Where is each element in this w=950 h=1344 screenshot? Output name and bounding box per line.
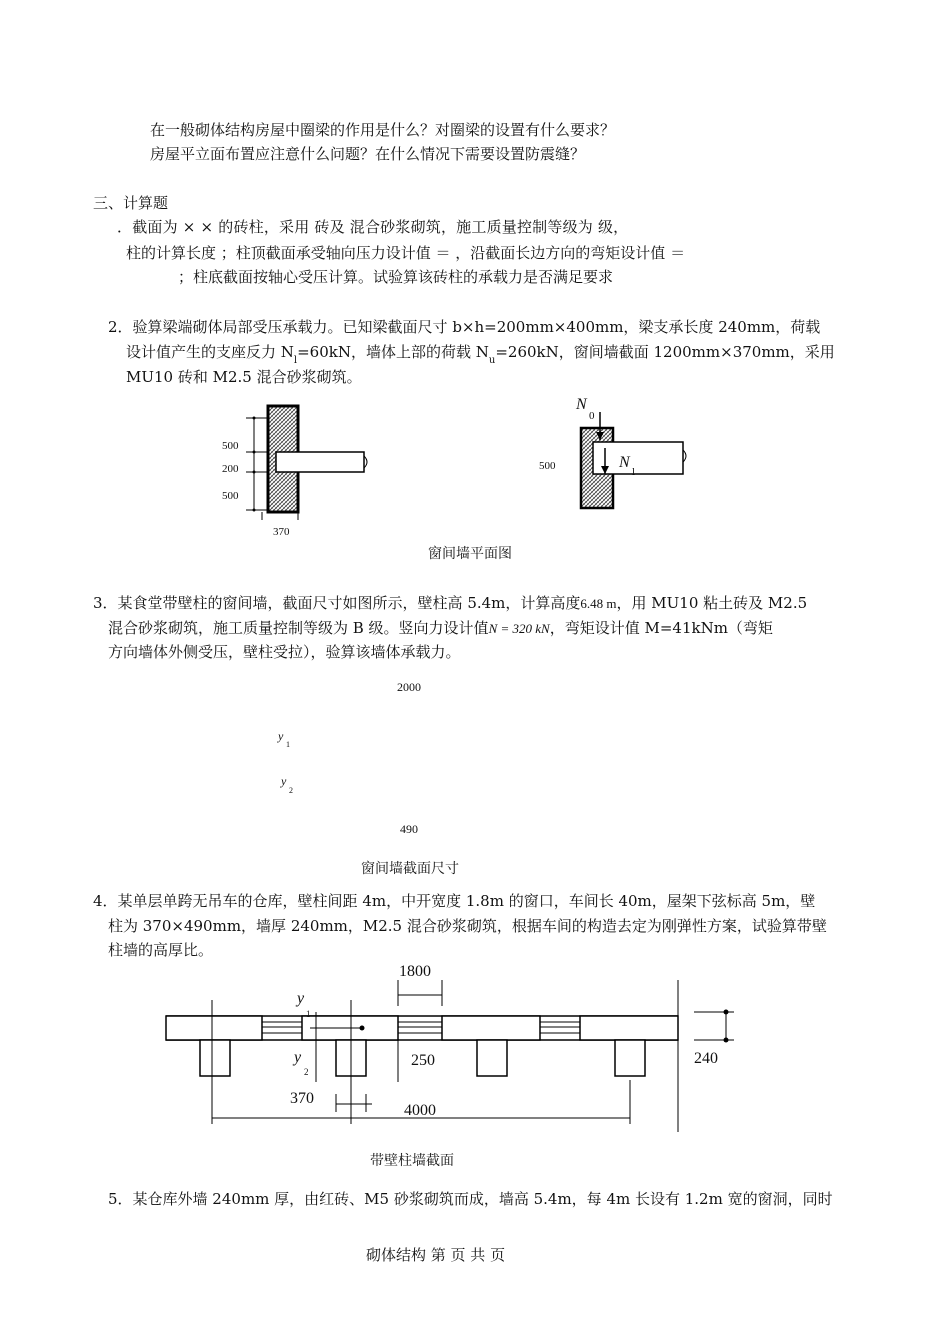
figure-caption: 窗间墙截面尺寸	[361, 861, 459, 877]
section-heading: 三、计算题	[93, 194, 169, 212]
subscript: 2	[304, 1067, 309, 1077]
formula: N = 320 kN	[488, 621, 550, 636]
dimension-label: 240	[694, 1050, 718, 1067]
dimension-label: 1800	[399, 963, 431, 980]
symbol: N	[619, 454, 630, 471]
subscript: 0	[589, 410, 595, 422]
dimension-label: 500	[222, 490, 239, 502]
page-footer: 砌体结构 第 页 共 页	[366, 1246, 506, 1264]
text-run: 混合砂浆砌筑，施工质量控制等级为 B 级。竖向力设计值	[108, 619, 489, 637]
axis-label-y1: y	[297, 990, 305, 1007]
dimension-label: 200	[222, 463, 239, 475]
axis-label-y2: y	[294, 1049, 302, 1066]
problem-1-line: 柱的计算长度 ；柱顶截面承受轴向压力设计值 ＝ ，沿截面长边方向的弯矩设计值 ＝	[126, 244, 686, 262]
subscript: 1	[286, 740, 290, 749]
problem-3-line: 方向墙体外侧受压，壁柱受拉），验算该墙体承载力。	[108, 643, 461, 661]
problem-4-line: 柱墙的高厚比。	[108, 941, 214, 959]
dimension-label: 4000	[404, 1102, 436, 1119]
wall-section-left	[246, 406, 367, 520]
text-run: =60kN，墙体上部的荷载 N	[297, 343, 489, 361]
subscript: 2	[289, 786, 293, 795]
text-run: =260kN，窗间墙截面 1200mm×370mm，采用	[495, 343, 835, 361]
question-text: 在一般砌体结构房屋中圈梁的作用是什么？对圈梁的设置有什么要求？	[150, 121, 616, 139]
pilaster-wall-section	[166, 980, 734, 1132]
subscript: l	[293, 355, 298, 366]
axis-label-y2: y	[281, 774, 287, 788]
problem-1-line: ；柱底截面按轴心受压计算。试验算该砖柱的承载力是否满足要求	[178, 268, 614, 286]
problem-2-line: 2．验算梁端砌体局部受压承载力。已知梁截面尺寸 b×h=200mm×400mm，梁支承长度 240mm，荷载	[108, 318, 821, 336]
problem-3-line	[93, 594, 807, 613]
dimension-label: 370	[290, 1090, 314, 1107]
figure-caption: 窗间墙平面图	[428, 546, 512, 562]
problem-1-line: ．截面为 × × 的砖柱，采用 砖及 混合砂浆砌筑，施工质量控制等级为 级，	[117, 218, 629, 236]
subscript: l	[632, 466, 636, 478]
force-label-nl	[619, 454, 630, 472]
dimension-label: 490	[400, 822, 418, 836]
problem-2-line: MU10 砖和 M2.5 混合砂浆砌筑。	[126, 368, 362, 386]
dimension-label: 370	[273, 526, 290, 538]
dimension-label: 500	[539, 460, 556, 472]
dimension-label: 500	[222, 440, 239, 452]
subscript: 1	[306, 1009, 311, 1019]
problem-4-line: 柱为 370×490mm，墙厚 240mm，M2.5 混合砂浆砌筑，根据车间的构造去定为刚弹性方案，试验算带壁	[108, 917, 827, 935]
symbol: N	[576, 396, 587, 413]
text-run: 设计值产生的支座反力 N	[126, 343, 294, 361]
text-run: ，弯矩设计值 M=41kNm（弯矩	[549, 619, 773, 637]
wall-section-right	[581, 412, 686, 508]
text-run: 3．某食堂带壁柱的窗间墙，截面尺寸如图所示，壁柱高 5.4m，计算高度	[93, 594, 581, 612]
problem-5-line: 5．某仓库外墙 240mm 厚，由红砖、M5 砂浆砌筑而成，墙高 5.4m，每 4m 长设有 1.2m 宽的窗洞，同时	[108, 1190, 833, 1208]
dimension-label: 250	[411, 1052, 435, 1069]
formula: 6.48 m	[580, 596, 617, 611]
question-text: 房屋平立面布置应注意什么问题？在什么情况下需要设置防震缝？	[150, 145, 586, 163]
force-label-n0	[576, 396, 587, 414]
problem-3-line	[108, 619, 773, 638]
subscript: u	[488, 355, 496, 366]
figure-caption: 带壁柱墙截面	[370, 1153, 454, 1169]
problem-4-line: 4．某单层单跨无吊车的仓库，壁柱间距 4m，中开宽度 1.8m 的窗口，车间长 40m，屋架下弦标高 5m，壁	[93, 892, 816, 910]
text-run: ，用 MU10 粘土砖及 M2.5	[616, 594, 808, 612]
axis-label-y1: y	[278, 729, 284, 743]
dimension-label: 2000	[397, 680, 421, 694]
